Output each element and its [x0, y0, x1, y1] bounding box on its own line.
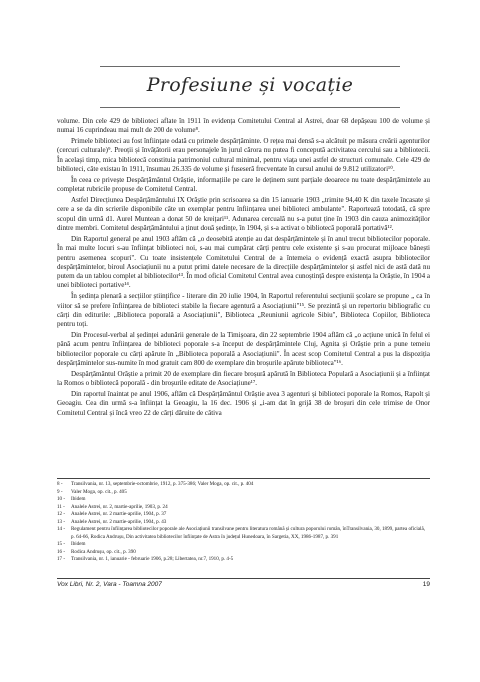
footnote	[57, 481, 430, 489]
paragraph: volume. Din cele 429 de biblioteci aflate în 1911 în evidența Comitetului Central al Astrei, doar 68 depășeau 100 de volume și numai 16 cuprindeau mai mult de 200 de volume⁸.	[57, 117, 430, 135]
footnote	[57, 549, 430, 557]
paragraph: Astfel Direcțiunea Despărțământului IX Orăștie prin scrisoarea sa din 15 ianuarie 1903 „trimite 94,40 K din taxele încasate și cere a se da din scrierile disponibile câte un exemplar pentru înființarea unei biblioteci ambulante". Raportează totodată, că spre scopul din urmă d1. Aurel Muntean a donat 50 de kreițari¹¹. Adunarea cercuală nu s-a putut ține în 1903 din cauza animozităților dintre membri. Comitetul despărțământului a ținut două ședințe, în 1904, și s-a activat o bibliotecă poporală portativă¹².	[57, 196, 430, 233]
footnote	[57, 526, 430, 541]
article-body	[57, 117, 430, 420]
footnote-number: 13 -	[57, 518, 66, 525]
footnote-number: 11 -	[57, 503, 65, 510]
footnote	[57, 489, 430, 497]
footnote-number: 15 -	[57, 541, 66, 547]
page-number: 19	[422, 581, 430, 588]
footnote-text: Transilvania, nr. 1, ianuarie - februarie 1906, p.28; Libertatea, nr.7, 1910, p. 4-5	[71, 556, 234, 562]
footnote-number: 16 -	[57, 548, 66, 555]
footnote-number: 14 -	[57, 526, 66, 532]
footnote	[57, 541, 430, 549]
footnote-text: Regulament pentru înființarea bibliotecilor poporale ale Asociațiunii transilvane pentru literatura română și cultura poporului român, înTransilvania, 30, 1899, partea oficială, p. 64-66, Rodica Andrușu, Din activitatea bibliotecilor înființate de Astra în județul Hunedoara, în Sargetia, XX, 1986-1987, p. 391	[71, 526, 426, 540]
footnote-text: Analele Astrei, nr. 2, martie-aprilie, 1903, p. 24	[71, 503, 168, 510]
footnote	[57, 511, 430, 519]
footnote-number: 12 -	[57, 511, 66, 517]
paragraph: Din Procesul-verbal al ședinței adunării generale de la Timișoara, din 22 septembrie 1904 aflăm că „o acțiune unică în felul ei până acum pentru înființarea de biblioteci poporale s-a început de despărțămintele Cluj, Agnita și Orăștie prin a pune temeiu bibliotecilor poporale cu cărți apărute în „Biblioteca poporală a Asociațiunii". În acest scop Comitetul Central a pus la dispoziția despărțămintelor sus-numite în mod gratuit cam 800 de exemplare din broșurile apărute biblioteca"¹⁶.	[57, 331, 430, 367]
footnote	[57, 496, 430, 504]
footnote-text: Ibidem	[71, 496, 86, 502]
footnote-divider	[57, 478, 430, 479]
footnote-text: Transilvania, nr. 13, septembrie-octombrie, 1912, p. 375-386; Valer Moga, op. cit., p. 404	[71, 481, 254, 487]
paragraph: Din raportul înaintat pe anul 1906, aflăm că Despărțământul Orăștie avea 3 agenturi și biblioteci poporale la Romos, Rapolt și Geoagiu. Cea din urmă s-a înființat la Geoagiu, la 16 dec. 1906 și „i-am dat în grijă 38 de broșuri din cele trimise de Onor Comitetul Central și încă vreo 22 de cărți dăruite de câtiva	[57, 390, 430, 417]
footnote-text: Rodica Andrușu, op. cit., p. 390	[71, 548, 136, 555]
footnote-number: 10 -	[57, 496, 66, 502]
paragraph: Din Raportul general pe anul 1903 aflăm că „o deosebită atenție au dat despărțămintele și în anul trecut bibliotecilor poporale. În mai multe locuri s-au înființat biblioteci noi, s-au mai cumpărat cărți pentru cele existente și s-au procurat mijloace bănești pentru asemenea scopuri". Cu toate insistențele Comitetului Central de a întemeia o evidență exactă asupra bibliotecilor despărțămintelor, biroul Asociațiunii nu a putut primi datele necesare de la direcțiile despărțămintelor și astfel nici de astă dată nu putem da un tablou complet al bibliotecilor¹³. În mod oficial Comitetul Central avea cunoștință despre existența la Orăștie, în 1904 a unei biblioteci portative¹⁴.	[57, 234, 430, 290]
footnote-number: 9 -	[57, 488, 63, 495]
paragraph: În ședința plenară a secțiilor științifice - literare din 20 iulie 1904, în Raportul referentului secțiunii școlare se propune „ ca în viitor să se prefere înființarea de biblioteci stabile la fiecare agentură a Asociațiunii"¹⁵. Se prezintă și un repertoriu bibliografic cu cărți din editurile: „Biblioteca poporală a Asociațiunii", Biblioteca „Reuniunii agricole Sibiu", Biblioteca Copiilor, Biblioteca pentru toți.	[57, 292, 430, 329]
footnote-number: 17 -	[57, 556, 66, 562]
paragraph: Despărțământul Orăștie a primit 20 de exemplare din fiecare broșură apărută în Biblioteca Populară a Asociațiunii și a înființat la Romos o bibliotecă poporală - din broșurile editate de Asociațiune¹⁷.	[57, 369, 430, 388]
paragraph: Primele biblioteci au fost înființate odată cu primele despărțăminte. O rețea mai densă s-a alcătuit pe măsura creării agenturilor (cercuri culturale)⁹. Preoții și învățătorii erau personajele în jurul cărora nu putea fi concepută activitatea cercului sau a bibliotecii. În același timp, mica bibliotecă constituia patrimoniul cultural minimal, pentru viața unei astfel de structuri comunale. Cele 429 de biblioteci, câte existau în 1911, însumau 26.335 de volume și fuseseră frecventate în cursul anului de 9.812 utilizatori¹⁰.	[57, 137, 430, 174]
page-footer	[57, 578, 430, 588]
footnote	[57, 504, 430, 512]
footnote-number: 8 -	[57, 481, 63, 487]
footnote-text: Ibidem	[71, 541, 86, 547]
footnote-text: Valer Moga, op. cit., p. 405	[71, 488, 127, 495]
paragraph: În ceea ce privește Despărțământul Orăștie, informațiile pe care le deținem sunt parțiale deoarece nu toate despărțămintele au completat rubricile propuse de Comitetul Central.	[57, 175, 430, 194]
footnotes	[57, 481, 430, 564]
footnote	[57, 556, 430, 564]
section-header-band	[100, 66, 400, 108]
footnote-text: Analele Astrei, nr. 2 martie-aprilie, 1904, p. 37	[71, 511, 167, 517]
section-title: Profesiune și vocație	[146, 74, 354, 96]
footnote	[57, 519, 430, 527]
journal-citation: Vox Libri, Nr. 2, Vara - Toamna 2007	[57, 581, 162, 588]
footnote-text: Analele Astrei, nr. 2 martie-aprilie, 1904, p. 43	[71, 518, 167, 525]
